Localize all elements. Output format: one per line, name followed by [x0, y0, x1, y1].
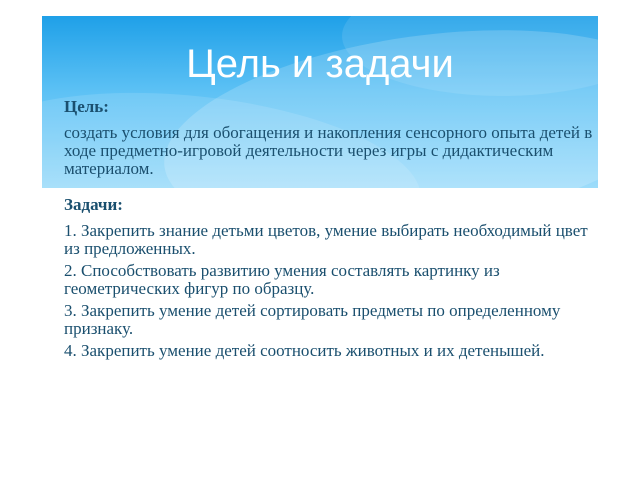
goal-label: Цель:	[64, 97, 109, 116]
slide-title: Цель и задачи	[186, 42, 454, 86]
tasks-label: Задачи:	[64, 195, 123, 214]
slide-content	[64, 98, 604, 364]
task-item: 3. Закрепить умение детей сортировать предметы по определенному признаку.	[64, 301, 561, 338]
task-item: 2. Способствовать развитию умения составлять картинку из геометрических фигур по образцу.	[64, 261, 500, 298]
goal-text: создать условия для обогащения и накопления сенсорного опыта детей в ходе предметно-игровой деятельности через игры с дидактическим материалом.	[64, 123, 593, 178]
task-item: 1. Закрепить знание детьми цветов, умение выбирать необходимый цвет из предложенных.	[64, 221, 588, 258]
task-item: 4. Закрепить умение детей соотносить животных и их детенышей.	[64, 341, 545, 360]
